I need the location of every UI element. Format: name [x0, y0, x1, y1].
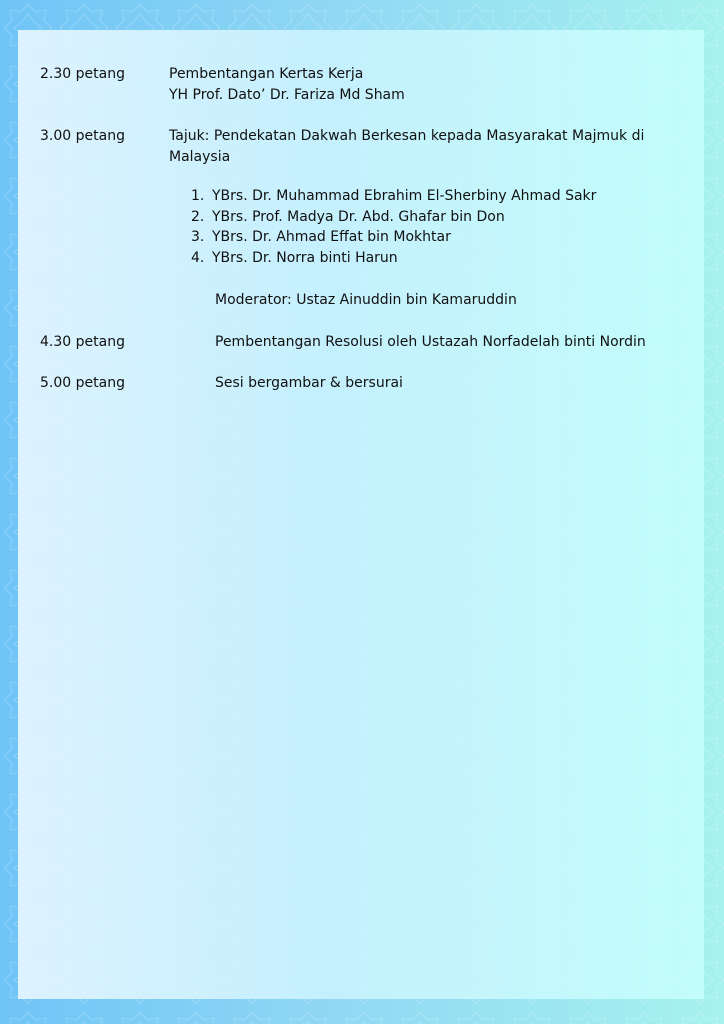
list-number: 2. [191, 208, 205, 225]
list-number: 1. [191, 188, 205, 204]
list-item [191, 186, 661, 207]
list-item [191, 248, 661, 269]
list-item [191, 227, 661, 248]
schedule-line: Sesi bergambar & bersurai [215, 375, 403, 391]
speaker-list [191, 186, 661, 268]
speaker-name: YBrs. Dr. Muhammad Ebrahim El-Sherbiny Ahmad Sakr [212, 188, 597, 204]
schedule-line: Pembentangan Resolusi oleh Ustazah Norfadelah binti Nordin [215, 334, 646, 350]
schedule-line: YH Prof. Dato’ Dr. Fariza Md Sham [169, 87, 405, 103]
schedule-content [18, 30, 704, 999]
moderator-text: Moderator: Ustaz Ainuddin bin Kamaruddin [215, 292, 517, 308]
speaker-name: YBrs. Dr. Norra binti Harun [212, 249, 398, 266]
list-number: 4. [191, 249, 205, 266]
document-page [18, 30, 704, 999]
schedule-line: Malaysia [169, 149, 231, 165]
list-item [191, 207, 661, 228]
schedule-time: 2.30 petang [40, 66, 125, 82]
schedule-line: Pembentangan Kertas Kerja [169, 66, 364, 82]
schedule-time: 5.00 petang [40, 375, 125, 391]
speaker-name: YBrs. Prof. Madya Dr. Abd. Ghafar bin Don [212, 208, 505, 225]
schedule-time: 3.00 petang [40, 128, 125, 144]
schedule-time: 4.30 petang [40, 334, 125, 350]
list-number: 3. [191, 229, 205, 245]
speaker-name: YBrs. Dr. Ahmad Effat bin Mokhtar [212, 229, 451, 245]
schedule-line: Tajuk: Pendekatan Dakwah Berkesan kepada Masyarakat Majmuk di [169, 128, 645, 144]
